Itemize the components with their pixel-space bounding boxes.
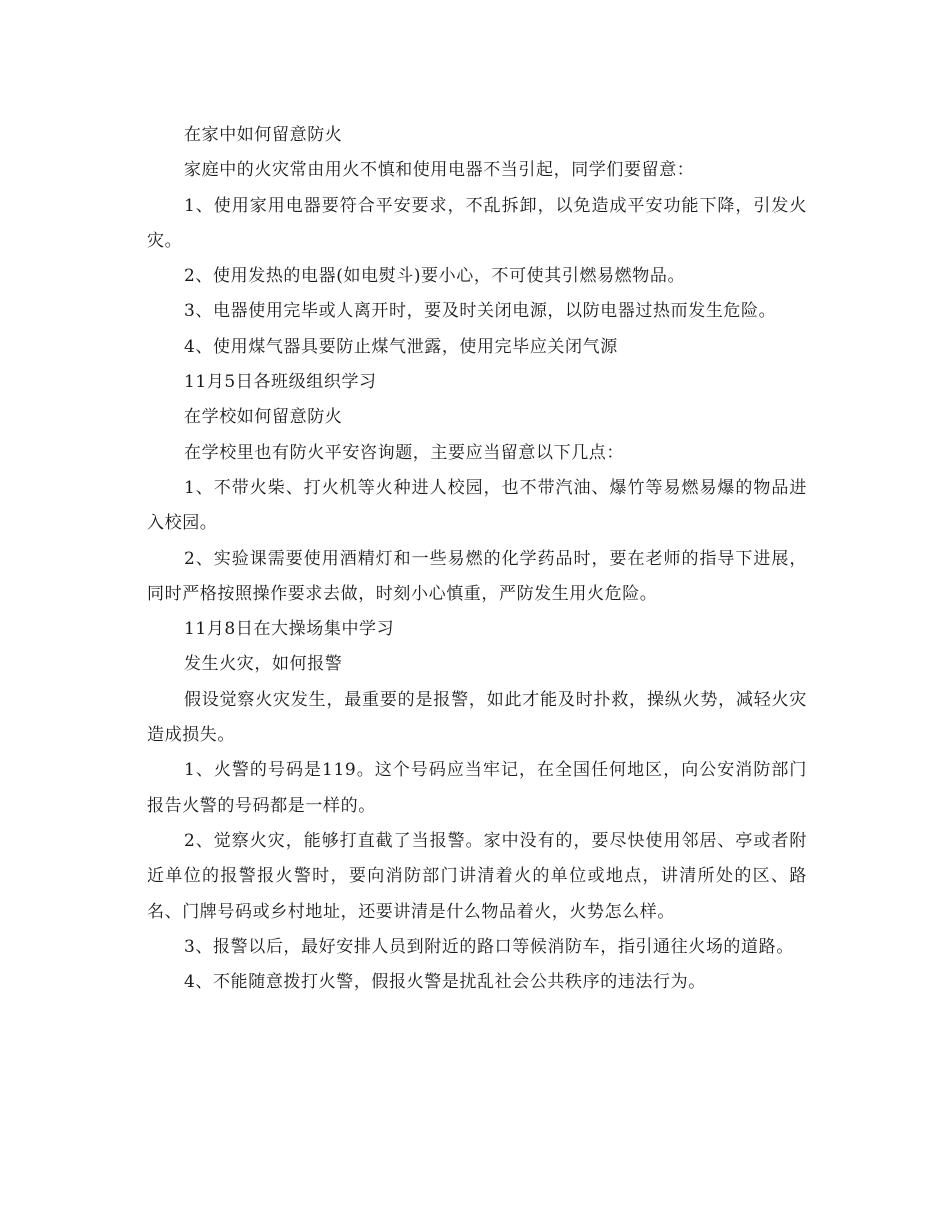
list-item-home-3: 3、电器使用完毕或人离开时，要及时关闭电源，以防电器过热而发生危险。 [184, 301, 777, 322]
heading-school-fire-safety: 在学校如何留意防火 [184, 407, 343, 428]
date-note-nov-5: 11月5日各班级组织学习 [184, 372, 377, 393]
list-item-school-2: 2、实验课需要使用酒精灯和一些易燃的化学药品时，要在老师的指导下进展，同时严格按照操作要求去做，时刻小心慎重，严防发生用火危险。 [147, 548, 807, 604]
paragraph-school-intro: 在学校里也有防火平安咨询题，主要应当留意以下几点： [184, 442, 624, 463]
list-item-home-4: 4、使用煤气器具要防止煤气泄露，使用完毕应关闭气源 [184, 336, 618, 357]
heading-report-fire: 发生火灾，如何报警 [184, 654, 343, 675]
paragraph-home-intro: 家庭中的火灾常由用火不慎和使用电器不当引起，同学们要留意： [184, 160, 695, 181]
heading-home-fire-safety: 在家中如何留意防火 [184, 125, 343, 145]
date-note-nov-8: 11月8日在大操场集中学习 [184, 619, 395, 640]
list-item-home-1: 1、使用家用电器要符合平安要求，不乱拆卸，以免造成平安功能下降，引发火灾。 [147, 195, 807, 251]
paragraph-report-intro: 假设觉察火灾发生，最重要的是报警，如此才能及时扑救，操纵火势，减轻火灾造成损失。 [147, 689, 807, 746]
list-item-report-1: 1、火警的号码是119。这个号码应当牢记，在全国任何地区，向公安消防部门报告火警的号码都是一样的。 [147, 760, 807, 816]
list-item-report-4: 4、不能随意拨打火警，假报火警是扰乱社会公共秩序的违法行为。 [184, 972, 706, 993]
list-item-report-2: 2、觉察火灾，能够打直截了当报警。家中没有的，要尽快使用邻居、亭或者附近单位的报警报火警时，要向消防部门讲清着火的单位或地点，讲清所处的区、路名、门牌号码或乡村地址，还要讲清是什么物品着火，火势怎么样。 [147, 830, 807, 922]
list-item-school-1: 1、不带火柴、打火机等火种进人校园，也不带汽油、爆竹等易燃易爆的物品进入校园。 [147, 477, 807, 534]
document-body [147, 118, 807, 1000]
list-item-home-2: 2、使用发热的电器(如电熨斗)要小心，不可使其引燃易燃物品。 [184, 266, 686, 287]
list-item-report-3: 3、报警以后，最好安排人员到附近的路口等候消防车，指引通往火场的道路。 [184, 936, 794, 957]
